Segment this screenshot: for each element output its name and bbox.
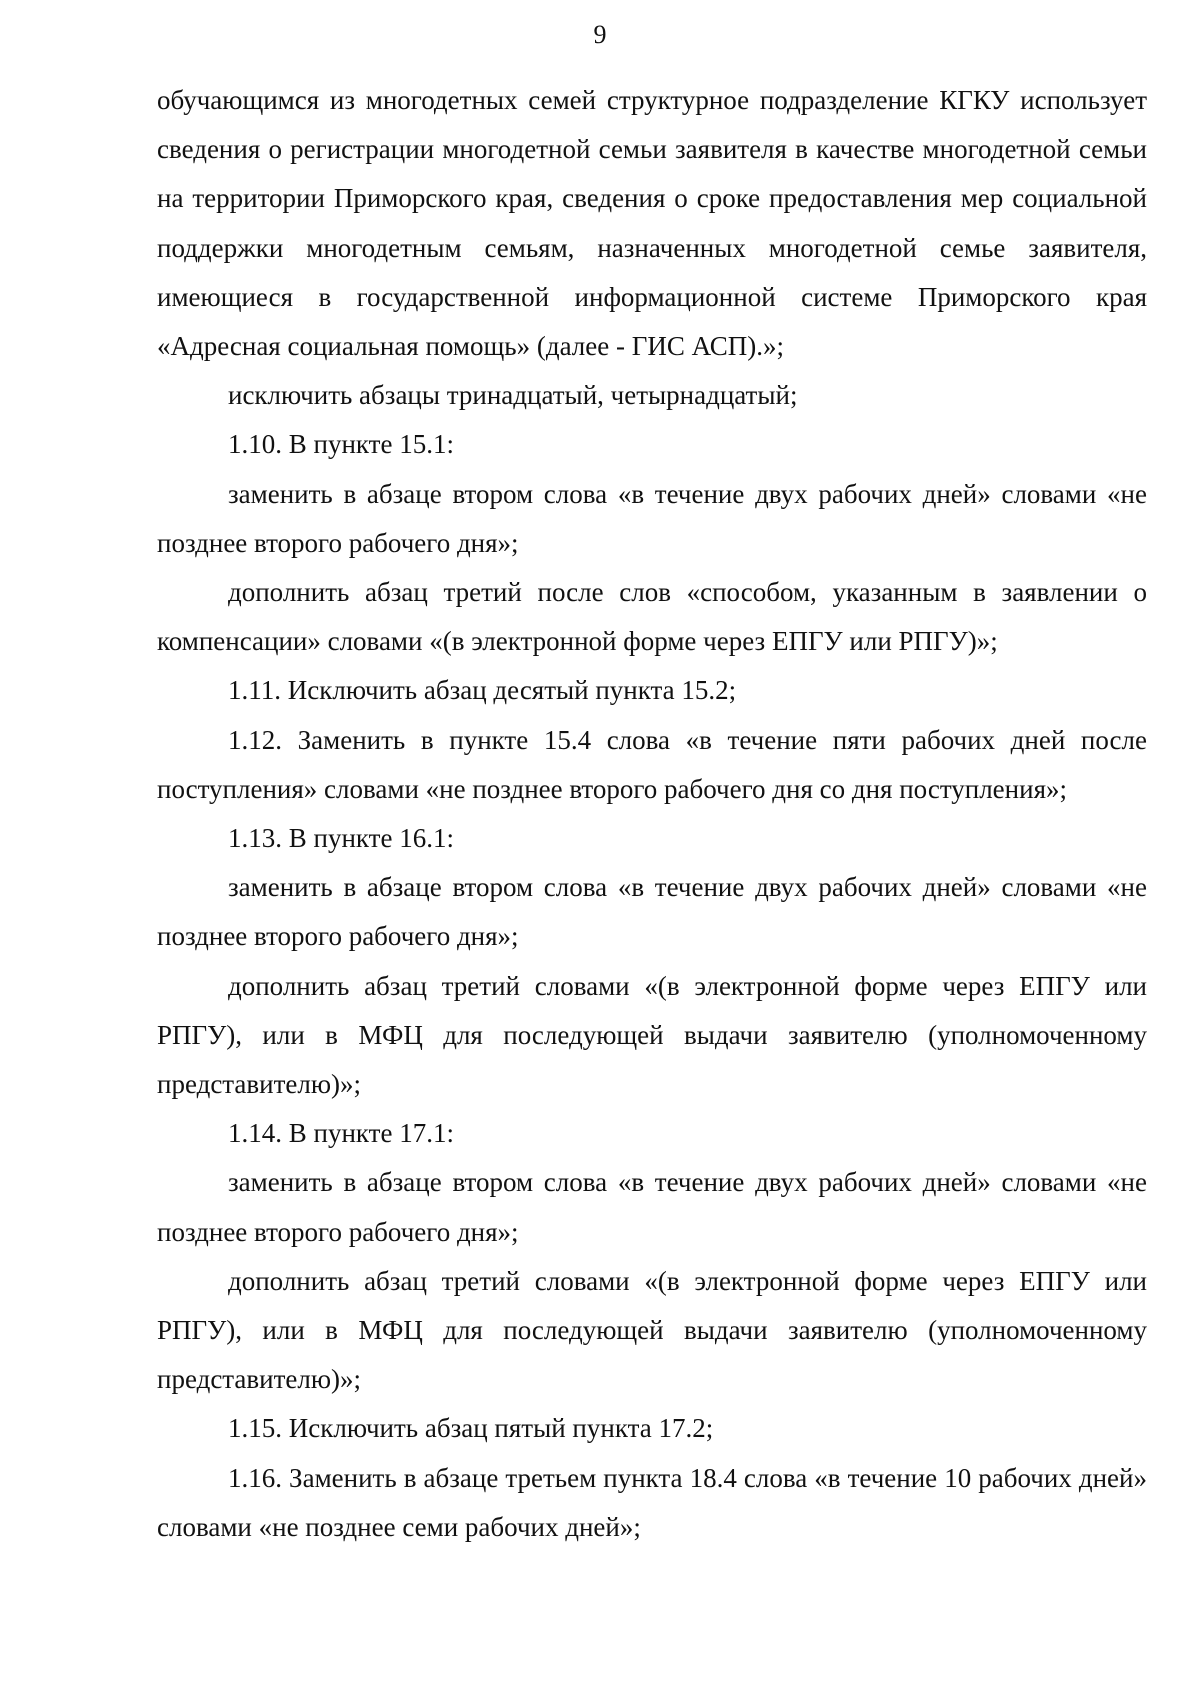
paragraph-item-1-10-replace: заменить в абзаце втором слова «в течение двух рабочих дней» словами «не позднее второго рабочего дня»; [157,478,1147,558]
paragraph-item-1-15: 1.15. Исключить абзац пятый пункта 17.2; [228,1413,714,1444]
paragraph-item-1-14-replace: заменить в абзаце втором слова «в течение двух рабочих дней» словами «не позднее второго рабочего дня»; [157,1167,1147,1247]
paragraph-item-1-12: 1.12. Заменить в пункте 15.4 слова «в течение пяти рабочих дней после поступления» словами «не позднее второго рабочего дня со дня поступления»; [157,724,1147,804]
document-body [157,76,1147,1552]
paragraph-item-1-11: 1.11. Исключить абзац десятый пункта 15.2; [228,675,737,706]
paragraph-continuation: обучающимся из многодетных семей структурное подразделение КГКУ использует сведения о регистрации многодетной семьи заявителя в качестве многодетной семьи на территории Приморского края, сведения о сроке предоставления мер социальной поддержки многодетным семьям, назначенных многодетной семье заявителя, имеющиеся в государственной информационной системе Приморского края «Адресная социальная помощь» (далее - ГИС АСП).»; [157,85,1147,362]
paragraph-item-1-14-supplement: дополнить абзац третий словами «(в электронной форме через ЕПГУ или РПГУ), или в МФЦ для последующей выдачи заявителю (уполномоченному представителю)»; [157,1265,1147,1395]
paragraph-item-1-13-replace: заменить в абзаце втором слова «в течение двух рабочих дней» словами «не позднее второго рабочего дня»; [157,872,1147,952]
paragraph-item-1-13: 1.13. В пункте 16.1: [228,823,454,854]
paragraph-item-1-16: 1.16. Заменить в абзаце третьем пункта 18.4 слова «в течение 10 рабочих дней» словами «не позднее семи рабочих дней»; [157,1462,1147,1542]
paragraph-item-1-13-supplement: дополнить абзац третий словами «(в электронной форме через ЕПГУ или РПГУ), или в МФЦ для последующей выдачи заявителю (уполномоченному представителю)»; [157,970,1147,1100]
paragraph-item-1-10-supplement: дополнить абзац третий после слов «способом, указанным в заявлении о компенсации» словами «(в электронной форме через ЕПГУ или РПГУ)»; [157,577,1147,657]
paragraph-exclude-paragraphs: исключить абзацы тринадцатый, четырнадцатый; [228,380,798,411]
paragraph-item-1-14: 1.14. В пункте 17.1: [228,1118,454,1149]
paragraph-item-1-10: 1.10. В пункте 15.1: [228,429,454,460]
page-number: 9 [593,20,607,49]
